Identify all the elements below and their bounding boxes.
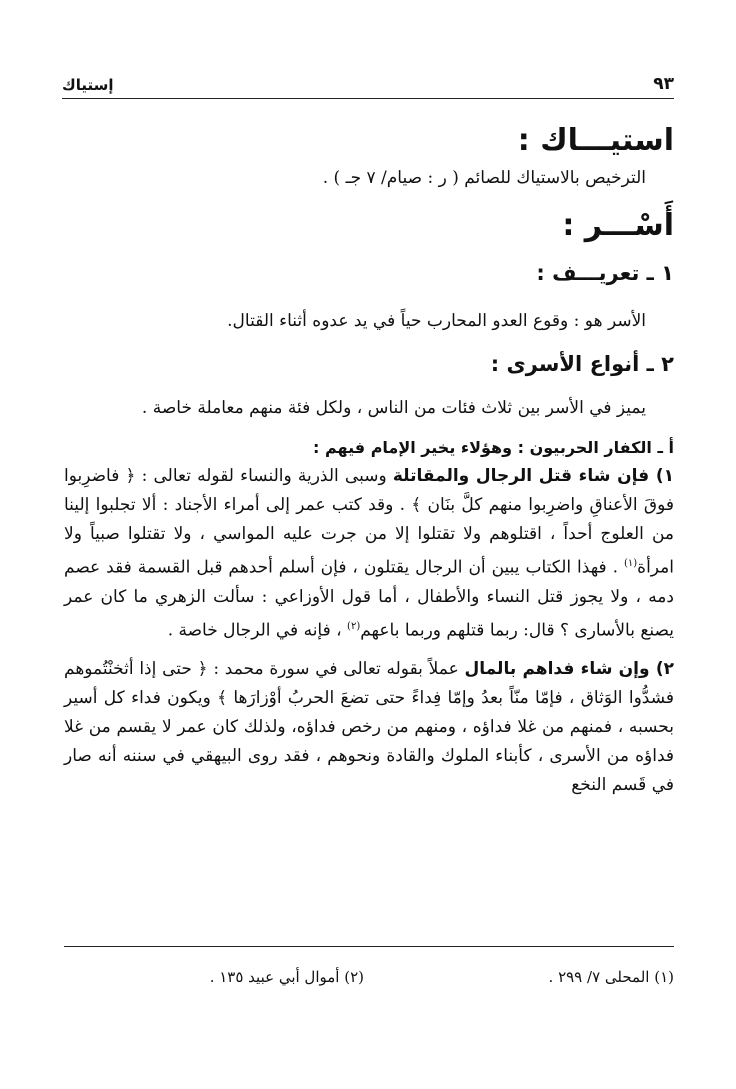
footnote-ref-2: (٢) [347,620,361,632]
page-body [64,118,674,800]
entry-heading-istiyak: استيـــاك : [517,123,674,158]
header-rule [62,98,674,99]
paragraph-2-text: عملاً بقوله تعالى في سورة محمد : ﴿ حتى إذا أثخنْتُموهم فشدُّوا الوَثاق ، فإمّا منّاً بعدُ وإمّا فِداءً حتى تضعَ الحربُ أوْزارَها ﴾ ويكون فداء كل أسير بحسبه ، فمنهم من غلا فداؤه ، ومنهم من رخص فداؤه، ولذلك كان عمر لا يقسم من غلا فداؤه من الأسرى ، كأبناء الملوك والقادة ونحوهم ، فقد روى البيهقي في سننه أنه صار في قَسم النخع [64,659,674,796]
footnotes [64,968,674,994]
paragraph-1-text-2: . فهذا الكتاب يبين أن الرجال يقتلون ، فإن أسلم أحدهم قبل القسمة فقد عصم دمه ، ولا يجوز قتل النساء والأطفال ، أما قول الأوزاعي : سألت الزهري ما كان عمر يصنع بالأسارى ؟ قال: ربما قتلهم وربما باعهم [64,557,674,641]
footnote-rule [64,946,674,947]
paragraph-1-text-3: ، فإنه في الرجال خاصة . [167,620,348,641]
entry-heading-asr: أَسْـــر : [562,208,674,243]
running-title: إستياك [62,76,114,94]
paragraph-1-text: وسبى الذرية والنساء لقوله تعالى : ﴿ فاضرِبوا فوقَ الأعناقِ واضرِبوا منهم كلَّ بنَان ﴾ . وقد كتب عمر إلى أمراء الأجناد : ألا تجلبوا إلينا من العلوج أحداً ، اقتلوهم ولا تقتلوا إلا من جرت عليه المواسي ، ولا تقتلوا صبياً ولا امرأة [64,466,674,578]
istiyak-text: الترخيص بالاستياك للصائم ( ر : صيام/ ٧ جـ ) . [322,168,646,188]
paragraph-2 [64,655,674,800]
types-text: يميز في الأسر بين ثلاث فئات من الناس ، ولكل فئة منهم معاملة خاصة . [141,398,646,418]
types-heading: ٢ ـ أنواع الأسرى : [490,352,674,376]
paragraph-1-lead: ١) فإن شاء قتل الرجال والمقاتلة [392,466,674,486]
definition-text: الأسر هو : وقوع العدو المحارب حياً في يد عدوه أثناء القتال. [227,311,646,331]
footnote-ref-1: (١) [623,558,638,569]
footnote-1: (١) المحلى ٧/ ٢٩٩ . [548,968,674,986]
definition-heading: ١ ـ تعريـــف : [536,261,674,285]
paragraph-1 [64,462,674,645]
page-number: ٩٣ [653,74,674,94]
paragraph-2-lead: ٢) وإن شاء فداهم بالمال [464,659,674,680]
footnote-2: (٢) أموال أبي عبيد ١٣٥ . [209,968,364,986]
kuffar-intro: أ ـ الكفار الحربيون : وهؤلاء يخير الإمام فيهم : [313,438,674,457]
running-header [62,70,674,94]
